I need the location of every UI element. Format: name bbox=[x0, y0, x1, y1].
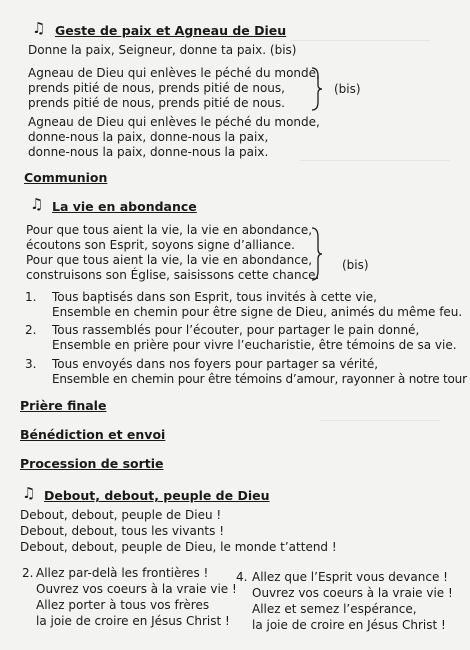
debout-refrain-line3: Debout, debout, peuple de Dieu, le monde t’attend ! bbox=[20, 540, 337, 554]
bleed-through-mark bbox=[320, 420, 440, 421]
geste-stanza1-line1: Agneau de Dieu qui enlèves le péché du monde, bbox=[28, 66, 320, 80]
right-brace-icon bbox=[310, 226, 324, 282]
vie-verse3-line1: Tous envoyés dans nos foyers pour partager sa vérité, bbox=[52, 357, 379, 371]
debout-verse2-line4: la joie de croire en Jésus Christ ! bbox=[36, 614, 230, 628]
geste-line1: Donne la paix, Seigneur, donne ta paix. (bis) bbox=[28, 43, 297, 57]
debout-verse4-line3: Allez et semez l’espérance, bbox=[252, 602, 417, 616]
bleed-through-mark bbox=[300, 160, 450, 161]
section-title-vie: La vie en abondance bbox=[52, 199, 197, 214]
vie-refrain-line1: Pour que tous aient la vie, la vie en abondance, bbox=[26, 223, 313, 237]
debout-verse4-number: 4. bbox=[236, 570, 248, 584]
section-title-communion: Communion bbox=[24, 170, 108, 185]
geste-stanza2-line2: donne-nous la paix, donne-nous la paix, bbox=[28, 130, 269, 144]
bleed-through-mark bbox=[290, 40, 430, 41]
vie-verse1-number: 1. bbox=[25, 290, 37, 304]
debout-refrain-line1: Debout, debout, peuple de Dieu ! bbox=[20, 508, 222, 522]
geste-stanza2-line1: Agneau de Dieu qui enlèves le péché du monde, bbox=[28, 115, 320, 129]
vie-refrain-line2: écoutons son Esprit, soyons signe d’alliance. bbox=[26, 238, 295, 252]
section-title-benediction: Bénédiction et envoi bbox=[20, 427, 166, 442]
debout-verse2-line3: Allez porter à tous vos frères bbox=[36, 598, 210, 612]
vie-verse2-line2: Ensemble en prière pour vivre l’eucharistie, être témoins de sa vie. bbox=[52, 338, 457, 352]
geste-stanza1-line2: prends pitié de nous, prends pitié de nous, bbox=[28, 81, 285, 95]
section-title-priere: Prière finale bbox=[20, 398, 107, 413]
vie-verse1-line1: Tous baptisés dans son Esprit, tous invités à cette vie, bbox=[52, 290, 377, 304]
section-title-geste: Geste de paix et Agneau de Dieu bbox=[55, 23, 287, 38]
debout-verse2-line2: Ouvrez vos coeurs à la vraie vie ! bbox=[36, 582, 237, 596]
geste-stanza1-line3: prends pitié de nous, prends pitié de nous. bbox=[28, 96, 285, 110]
debout-verse4-line4: la joie de croire en Jésus Christ ! bbox=[252, 618, 446, 632]
vie-verse2-line1: Tous rassemblés pour l’écouter, pour partager le pain donné, bbox=[52, 323, 420, 337]
right-brace-icon bbox=[310, 66, 324, 112]
debout-verse4-line2: Ouvrez vos coeurs à la vraie vie ! bbox=[252, 586, 453, 600]
debout-verse4-line1: Allez que l’Esprit vous devance ! bbox=[252, 570, 448, 584]
music-note-icon: ♫ bbox=[32, 19, 46, 37]
debout-verse2-line1: Allez par-delà les frontières ! bbox=[36, 566, 209, 580]
vie-refrain-line4: construisons son Église, saisissons cette chance. bbox=[26, 268, 320, 282]
vie-verse1-line2: Ensemble en chemin pour être signe de Dieu, animés du même feu. bbox=[52, 305, 463, 319]
section-title-procession: Procession de sortie bbox=[20, 456, 164, 471]
music-note-icon: ♫ bbox=[30, 195, 44, 213]
vie-verse3-line2: Ensemble en chemin pour être témoins d’amour, rayonner à notre tour bbox=[52, 372, 467, 386]
vie-verse3-number: 3. bbox=[25, 357, 37, 371]
geste-bis: (bis) bbox=[334, 82, 361, 96]
vie-verse2-number: 2. bbox=[25, 323, 37, 337]
geste-stanza2-line3: donne-nous la paix, donne-nous la paix. bbox=[28, 145, 269, 159]
vie-refrain-line3: Pour que tous aient la vie, la vie en abondance, bbox=[26, 253, 313, 267]
vie-bis: (bis) bbox=[342, 258, 369, 272]
debout-verse2-number: 2. bbox=[22, 566, 34, 580]
music-note-icon: ♫ bbox=[22, 484, 36, 502]
debout-refrain-line2: Debout, debout, tous les vivants ! bbox=[20, 524, 224, 538]
section-title-debout: Debout, debout, peuple de Dieu bbox=[44, 488, 270, 503]
